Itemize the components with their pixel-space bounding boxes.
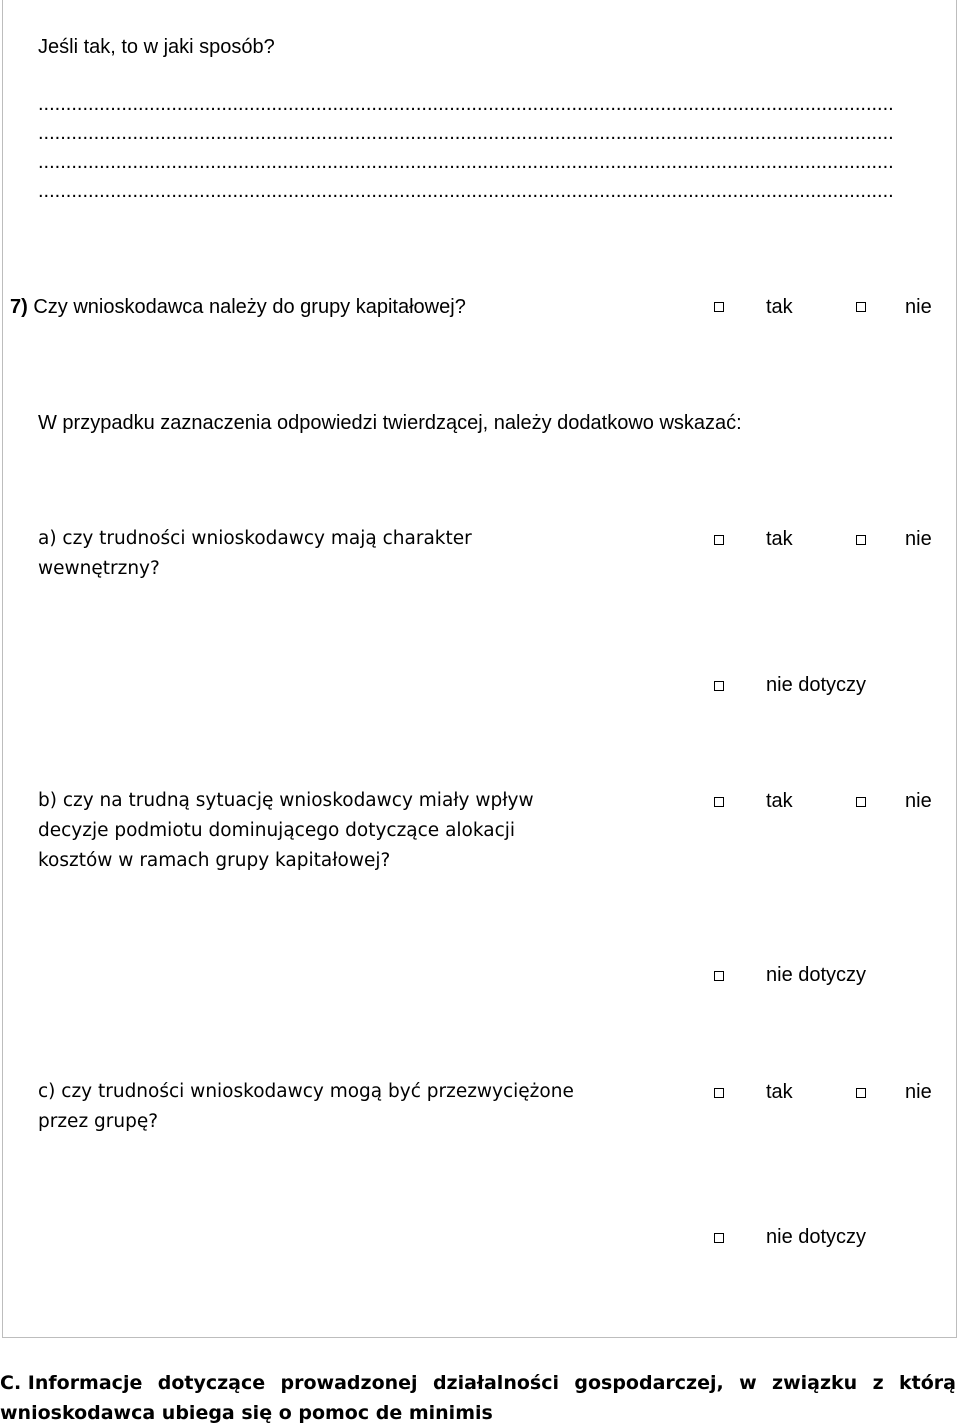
section-c-word: C. Informacje [0, 1372, 143, 1394]
sub-a-na-label: nie dotyczy [766, 674, 867, 696]
sub-b-na-checkbox[interactable] [714, 971, 724, 981]
sub-b-yes-checkbox[interactable] [714, 797, 724, 807]
sub-a-line-2: wewnętrzny? [38, 558, 160, 579]
sub-a-no-checkbox[interactable] [856, 535, 866, 545]
sub-c-na-checkbox[interactable] [714, 1233, 724, 1243]
sub-a-yes-checkbox[interactable] [714, 535, 724, 545]
sub-b-line-3: kosztów w ramach grupy kapitałowej? [38, 850, 391, 871]
sub-c-no-label: nie [905, 1081, 932, 1103]
sub-b-no-label: nie [905, 790, 932, 812]
answer-line-1[interactable]: .......................................................................................................................................................... [38, 93, 894, 115]
sub-b-question [38, 786, 598, 876]
instruction-text: W przypadku zaznaczenia odpowiedzi twierdzącej, należy dodatkowo wskazać: [38, 412, 742, 434]
section-c-word: w [739, 1372, 757, 1394]
sub-c-no-checkbox[interactable] [856, 1088, 866, 1098]
sub-b-no-checkbox[interactable] [856, 797, 866, 807]
section-c-word: związku [772, 1372, 858, 1394]
answer-line-2[interactable]: .......................................................................................................................................................... [38, 122, 894, 144]
section-c-word: działalności [432, 1372, 559, 1394]
q7-number: 7) [10, 296, 28, 318]
answer-line-4[interactable]: .......................................................................................................................................................... [38, 180, 894, 202]
sub-b-na-label: nie dotyczy [766, 964, 867, 986]
sub-a-question [38, 524, 598, 584]
q7-yes-checkbox[interactable] [714, 302, 724, 312]
sub-a-na-checkbox[interactable] [714, 681, 724, 691]
section-c-line-1 [0, 1368, 960, 1398]
sub-c-line-2: przez grupę? [38, 1111, 159, 1132]
section-c-word: prowadzonej [280, 1372, 418, 1394]
how-label: Jeśli tak, to w jaki sposób? [38, 36, 275, 58]
sub-c-yes-label: tak [766, 1081, 793, 1103]
q7-text: Czy wnioskodawca należy do grupy kapitałowej? [33, 296, 466, 318]
sub-a-line-1: a) czy trudności wnioskodawcy mają charakter [38, 528, 472, 549]
sub-c-line-1: c) czy trudności wnioskodawcy mogą być przezwyciężone [38, 1081, 574, 1102]
section-c-word: gospodarczej, [574, 1372, 724, 1394]
sub-a-no-label: nie [905, 528, 932, 550]
q7-no-label: nie [905, 296, 932, 318]
section-c-word: którą [899, 1372, 956, 1394]
section-c-word: z [872, 1372, 884, 1394]
q7-question [10, 292, 466, 322]
section-c-heading [0, 1368, 960, 1428]
section-c-line-2: wnioskodawca ubiega się o pomoc de minimis [0, 1402, 493, 1424]
sub-b-yes-label: tak [766, 790, 793, 812]
q7-no-checkbox[interactable] [856, 302, 866, 312]
sub-c-yes-checkbox[interactable] [714, 1088, 724, 1098]
q7-yes-label: tak [766, 296, 793, 318]
sub-c-question [38, 1077, 598, 1137]
sub-a-yes-label: tak [766, 528, 793, 550]
sub-c-na-label: nie dotyczy [766, 1226, 867, 1248]
section-c-word: dotyczące [157, 1372, 266, 1394]
answer-line-3[interactable]: .......................................................................................................................................................... [38, 151, 894, 173]
sub-b-line-1: b) czy na trudną sytuację wnioskodawcy miały wpływ [38, 790, 534, 811]
sub-b-line-2: decyzje podmiotu dominującego dotyczące alokacji [38, 820, 516, 841]
